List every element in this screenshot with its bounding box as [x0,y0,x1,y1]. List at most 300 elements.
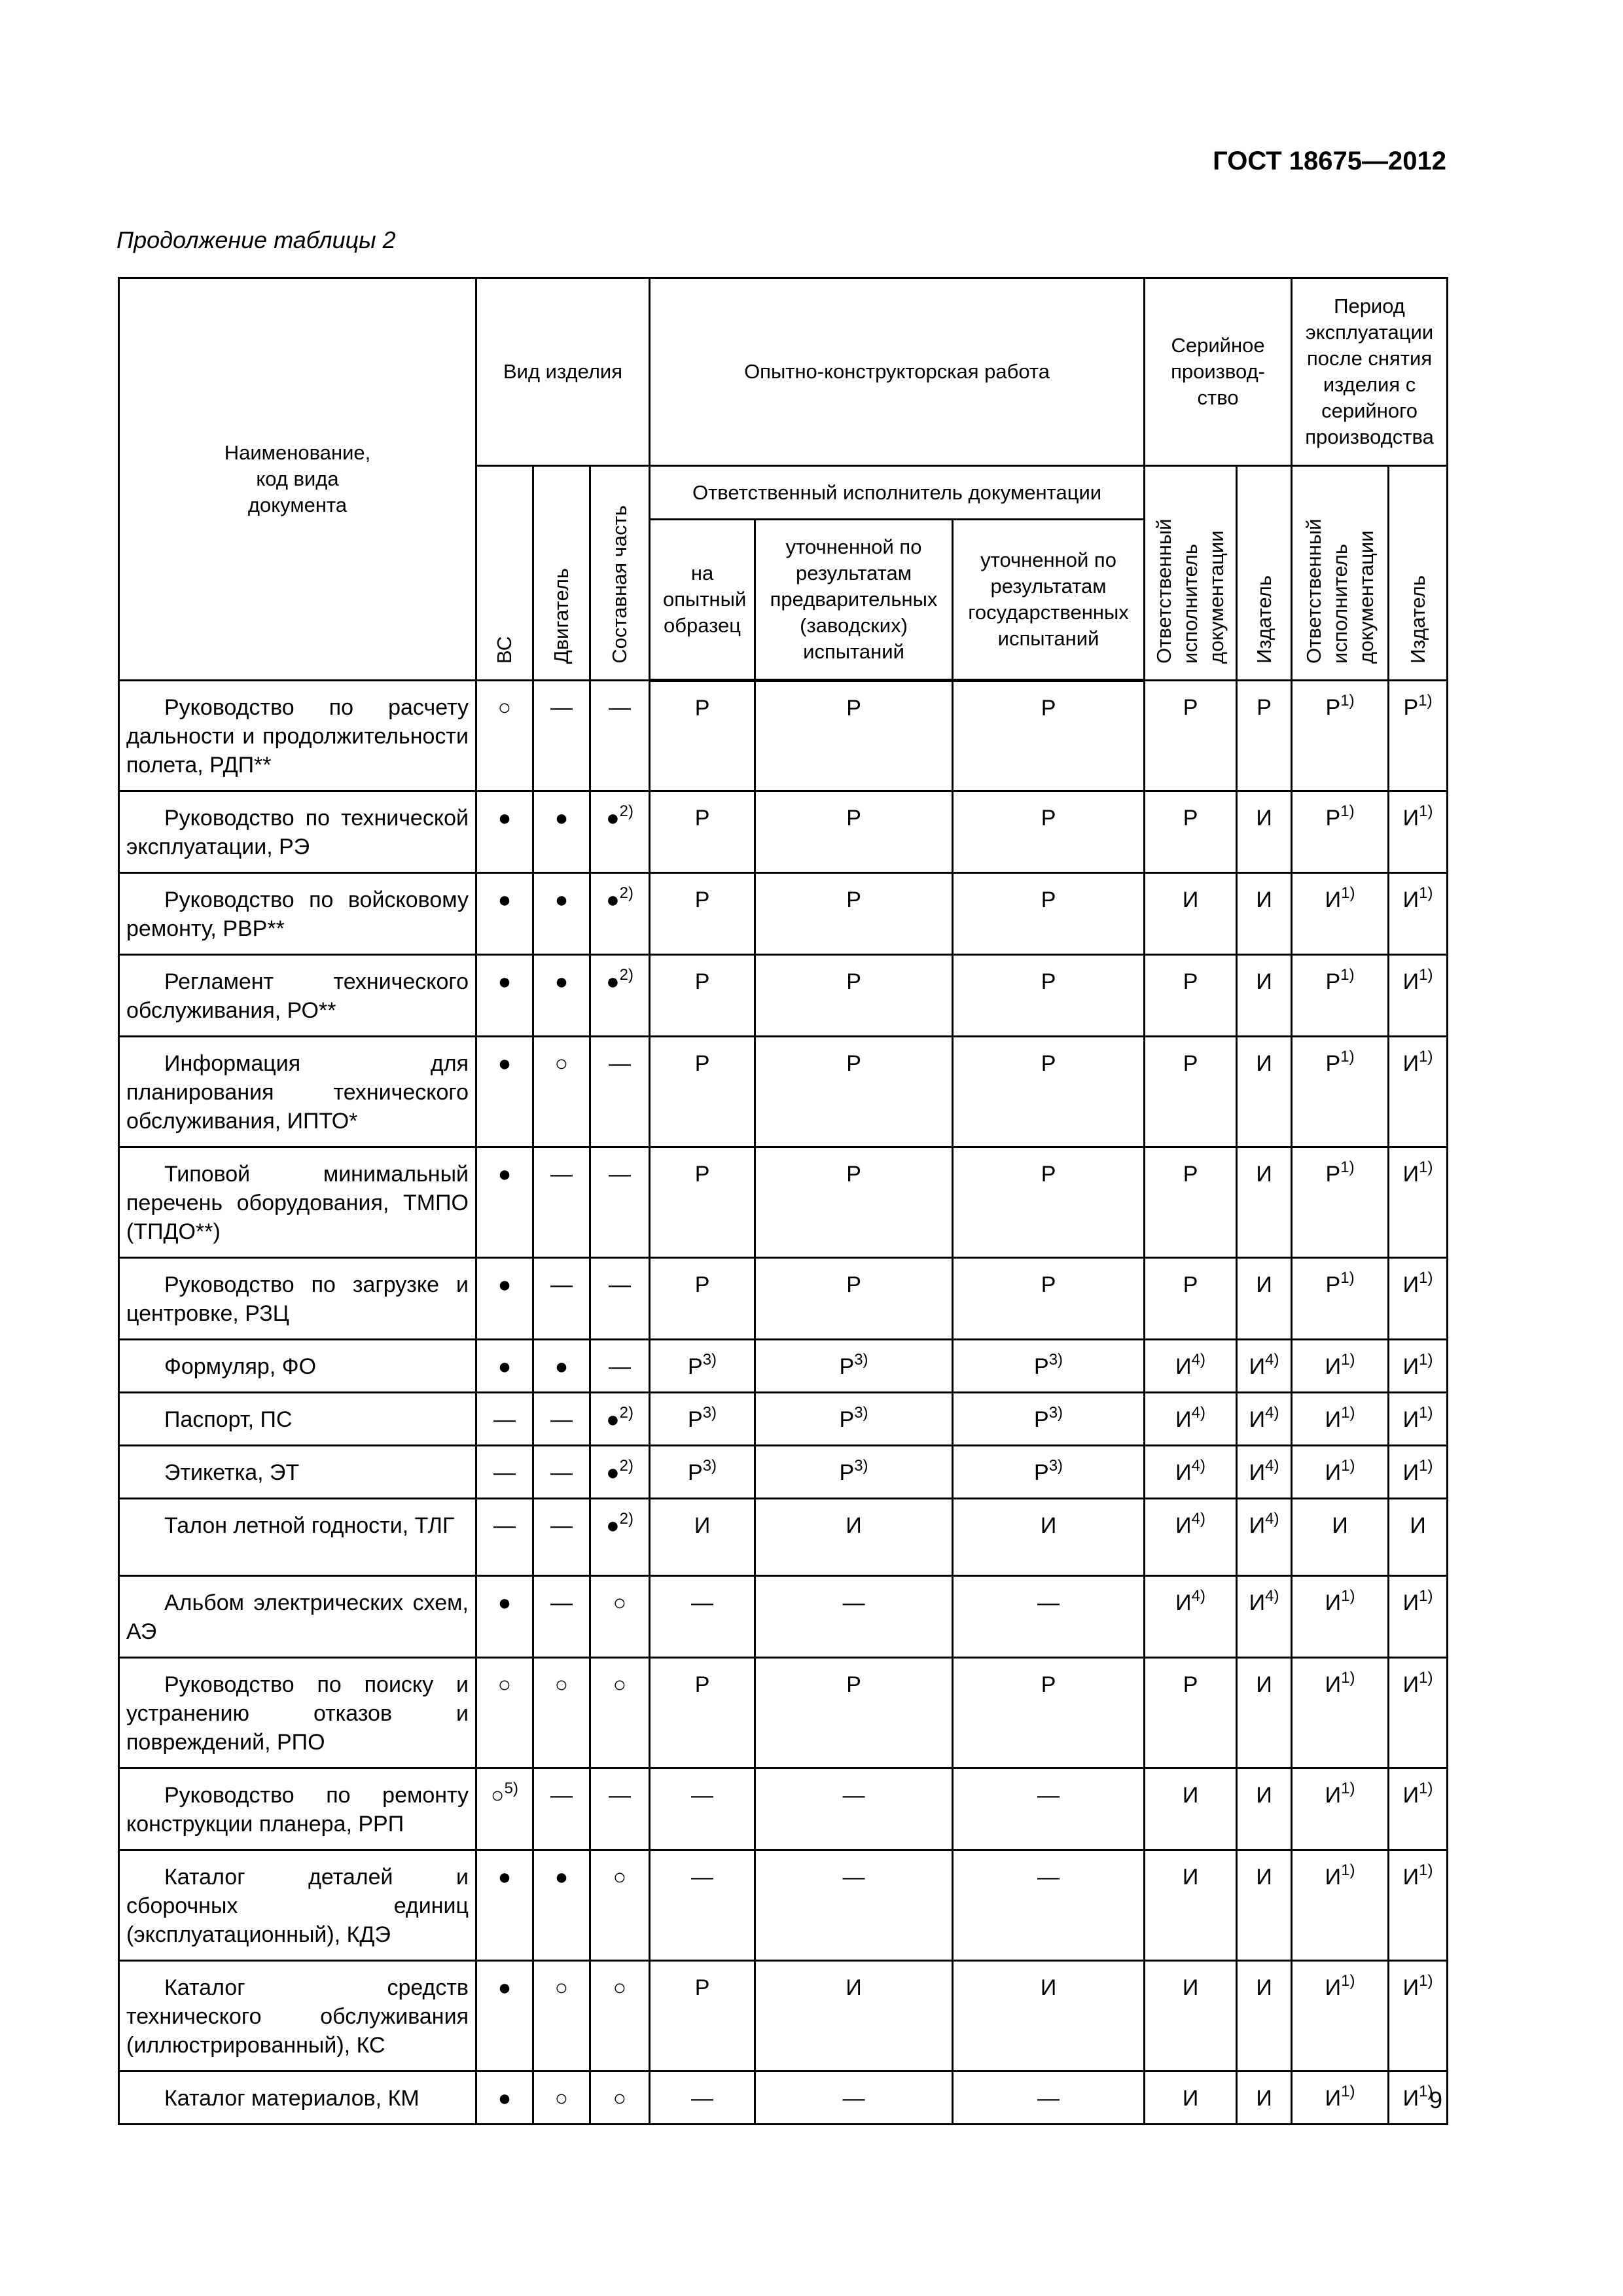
cell-value: И [1040,1975,1057,2000]
footnote-mark: 1) [1341,1972,1355,1990]
cell-value: ● [554,1354,569,1379]
refined-state-cell [953,1258,1145,1340]
prototype-cell [650,2072,755,2125]
cell-value: И [694,1513,711,1538]
document-name-cell [119,1258,476,1340]
cell-value: Р [1041,1672,1056,1697]
cell-value: Р [1325,1162,1341,1187]
cell-value: Р [1183,695,1198,720]
footnote-mark: 3) [702,1351,717,1369]
footnote-mark: 4) [1191,1510,1205,1528]
prototype-cell [650,1961,755,2072]
op-responsible-cell [1292,1768,1389,1850]
serial-responsible-cell [1145,1037,1237,1147]
cell-value: И [1402,1975,1419,2000]
footnote-mark: 4) [1265,1510,1279,1528]
document-name-cell [119,1850,476,1961]
footnote-mark: 4) [1191,1351,1205,1369]
component-cell [590,873,650,955]
document-name-cell [119,2072,476,2125]
prototype-cell [650,791,755,873]
refined-prelim-cell [755,1850,953,1961]
footnote-mark: 3) [1048,1404,1063,1422]
refined-state-cell [953,1340,1145,1393]
cell-value: ● [606,806,620,831]
cell-value: И [1325,2086,1342,2111]
cell-value: Р [1325,1272,1341,1297]
cell-value: Р [1034,1407,1049,1432]
cell-value: И [846,1513,862,1538]
refined-prelim-cell [755,1961,953,2072]
refined-state-cell [953,681,1145,791]
engine-cell [533,1499,590,1576]
document-name-cell [119,681,476,791]
cell-value: ● [554,806,569,831]
cell-value: ● [606,969,620,994]
footnote-mark: 1) [1419,1457,1433,1475]
cell-value: И [1325,1975,1342,2000]
cell-value: Р [846,1672,861,1697]
cell-value: И [1402,1162,1419,1187]
cell-value: — [493,1460,516,1485]
vs-cell [476,1850,533,1961]
cell-value: ○ [497,695,512,720]
table-caption: Продолжение таблицы 2 [116,226,396,253]
footnote-mark: 1) [1419,1404,1433,1422]
table-row [119,955,1448,1037]
cell-value: ● [497,1354,512,1379]
serial-responsible-cell [1145,1340,1237,1393]
document-name: Руководство по ремонту конструкции планера, РРП [126,1783,469,1837]
engine-cell [533,1658,590,1768]
cell-value: И [1256,1865,1272,1890]
cell-value: И [1325,888,1342,912]
refined-prelim-cell [755,1768,953,1850]
footnote-mark: 1) [1418,692,1433,709]
engine-cell [533,1340,590,1393]
vs-cell [476,1499,533,1576]
refined-prelim-cell [755,1576,953,1658]
prototype-cell [650,1037,755,1147]
footnote-mark: 1) [1340,966,1355,984]
footnote-mark: 1) [1340,1269,1355,1287]
footnote-mark: 1) [1419,1269,1433,1287]
op-publisher-cell [1389,1576,1448,1658]
op-responsible-cell [1292,681,1389,791]
engine-cell [533,1961,590,2072]
cell-value: И [1325,1865,1342,1890]
footnote-mark: 2) [619,1510,633,1528]
cell-value: — [493,1407,516,1432]
cell-value: — [1037,1865,1060,1890]
document-name: Руководство по расчету дальности и продолжительности полета, РДП** [126,695,469,778]
header-op-responsible: Ответственный исполнитель документации [1292,466,1389,681]
cell-value: И [1175,1590,1192,1615]
refined-prelim-cell [755,1446,953,1499]
op-publisher-cell [1389,1658,1448,1768]
cell-value: И [1182,1783,1199,1808]
cell-value: Р [1257,695,1272,720]
refined-state-cell [953,2072,1145,2125]
cell-value: И [1256,1272,1272,1297]
cell-value: Р [1034,1460,1049,1485]
footnote-mark: 3) [854,1351,868,1369]
cell-value: И [1325,1672,1342,1697]
cell-value: И [1256,1783,1272,1808]
cell-value: И [1256,1672,1272,1697]
engine-cell [533,791,590,873]
footnote-mark: 1) [1341,1587,1355,1605]
cell-value: И [1249,1354,1266,1379]
cell-value: — [691,1783,714,1808]
component-cell [590,1258,650,1340]
cell-value: Р [688,1354,703,1379]
cell-value: И [1175,1354,1192,1379]
serial-responsible-cell [1145,1961,1237,2072]
cell-value: И [1402,1865,1419,1890]
component-cell [590,1393,650,1446]
cell-value: — [1037,1590,1060,1615]
prototype-cell [650,681,755,791]
document-name-cell [119,1037,476,1147]
footnote-mark: 3) [854,1457,868,1475]
prototype-cell [650,1658,755,1768]
op-responsible-cell [1292,1961,1389,2072]
cell-value: Р [688,1460,703,1485]
footnote-mark: 1) [1419,1780,1433,1797]
cell-value: Р [694,888,710,912]
cell-value: — [842,1783,865,1808]
footnote-mark: 4) [1265,1404,1279,1422]
cell-value: И [1410,1513,1426,1538]
header-serial-production: Серийное производ- ство [1145,278,1292,466]
refined-prelim-cell [755,1147,953,1258]
component-cell [590,1961,650,2072]
op-responsible-cell [1292,1850,1389,1961]
vs-cell [476,1340,533,1393]
header-op-publisher: Издатель [1389,466,1448,681]
cell-value: И [1402,888,1419,912]
refined-state-cell [953,1768,1145,1850]
document-name: Альбом электрических схем, АЭ [126,1590,469,1644]
cell-value: ● [497,806,512,831]
footnote-mark: 1) [1419,1048,1433,1066]
footnote-mark: 2) [619,1404,633,1422]
header-operation-period: Период эксплуатации после снятия изделия с серийного производства [1292,278,1448,466]
cell-value: И [1175,1407,1192,1432]
cell-value: Р [1041,696,1056,721]
engine-cell [533,1768,590,1850]
cell-value: Р [694,1051,710,1076]
cell-value: — [1037,2086,1060,2111]
component-cell [590,681,650,791]
serial-responsible-cell [1145,1768,1237,1850]
op-responsible-cell [1292,1393,1389,1446]
serial-publisher-cell [1237,2072,1292,2125]
op-publisher-cell [1389,1768,1448,1850]
document-name: Руководство по загрузке и центровке, РЗЦ [126,1272,469,1326]
refined-state-cell [953,1037,1145,1147]
footnote-mark: 1) [1341,1404,1355,1422]
cell-value: И [1256,888,1272,912]
header-serial-publisher: Издатель [1237,466,1292,681]
table-row [119,1147,1448,1258]
header-component: Составная часть [590,466,650,681]
serial-publisher-cell [1237,1576,1292,1658]
engine-cell [533,1576,590,1658]
footnote-mark: 2) [619,966,633,984]
cell-value: Р [1403,695,1419,720]
cell-value: — [609,1051,632,1076]
cell-value: И [1325,1783,1342,1808]
op-responsible-cell [1292,1147,1389,1258]
document-name: Талон летной годности, ТЛГ [164,1513,455,1538]
cell-value: Р [1183,969,1198,994]
footnote-mark: 1) [1419,2083,1433,2100]
serial-publisher-cell [1237,1037,1292,1147]
cell-value: Р [846,1272,861,1297]
cell-value: Р [1041,969,1056,994]
serial-publisher-cell [1237,873,1292,955]
cell-value: — [609,1162,632,1187]
serial-responsible-cell [1145,1576,1237,1658]
op-publisher-cell [1389,1147,1448,1258]
cell-value: И [1332,1513,1348,1538]
document-name: Руководство по технической эксплуатации, РЭ [126,806,469,859]
cell-value: ● [497,1051,512,1076]
footnote-mark: 1) [1419,884,1433,902]
document-name-cell [119,1393,476,1446]
cell-value: И [1402,1272,1419,1297]
serial-responsible-cell [1145,873,1237,955]
header-product-type: Вид изделия [476,278,650,466]
engine-cell [533,1850,590,1961]
component-cell [590,1658,650,1768]
cell-value: ○ [554,1975,569,2000]
cell-value: И [1256,806,1272,831]
serial-responsible-cell [1145,2072,1237,2125]
serial-publisher-cell [1237,1446,1292,1499]
footnote-mark: 3) [1048,1457,1063,1475]
refined-prelim-cell [755,681,953,791]
cell-value: И [1402,1354,1419,1379]
refined-prelim-cell [755,873,953,955]
serial-publisher-cell [1237,1393,1292,1446]
vs-cell [476,2072,533,2125]
serial-responsible-cell [1145,1446,1237,1499]
footnote-mark: 1) [1419,802,1433,820]
vs-cell [476,873,533,955]
component-cell [590,1340,650,1393]
prototype-cell [650,1768,755,1850]
document-name: Формуляр, ФО [164,1354,317,1379]
cell-value: И [1402,1590,1419,1615]
table-row [119,1768,1448,1850]
table-row [119,1576,1448,1658]
footnote-mark: 4) [1191,1457,1205,1475]
table-row [119,1850,1448,1961]
cell-value: ● [606,1460,620,1485]
cell-value: ● [497,1162,512,1187]
table-row [119,873,1448,955]
footnote-mark: 1) [1341,1861,1355,1879]
cell-value: ● [606,1407,620,1432]
header-name-column: Наименование, код вида документа [119,278,476,681]
document-name-cell [119,955,476,1037]
footnote-mark: 1) [1341,1351,1355,1369]
refined-state-cell [953,1499,1145,1576]
cell-value: ○ [613,1590,627,1615]
footnote-mark: 1) [1419,1972,1433,1990]
vs-cell [476,1576,533,1658]
cell-value: Р [694,1162,710,1187]
table-row [119,1393,1448,1446]
cell-value: И [1175,1460,1192,1485]
op-publisher-cell [1389,1340,1448,1393]
cell-value: — [609,695,632,720]
cell-value: — [550,1590,573,1615]
prototype-cell [650,1850,755,1961]
cell-value: Р [688,1407,703,1432]
component-cell [590,791,650,873]
document-name: Информация для планирования технического обслуживания, ИПТО* [126,1051,469,1134]
document-name-cell [119,1340,476,1393]
op-responsible-cell [1292,1658,1389,1768]
document-name-cell [119,791,476,873]
serial-publisher-cell [1237,791,1292,873]
cell-value: И [1182,1975,1199,2000]
cell-value: Р [846,1162,861,1187]
cell-value: ● [497,1975,512,2000]
cell-value: Р [839,1354,855,1379]
vs-cell [476,1147,533,1258]
cell-value: Р [846,1051,861,1076]
header-refined-state: уточненной по результатам государственных испытаний [953,520,1145,681]
cell-value: — [842,2086,865,2111]
document-name: Паспорт, ПС [164,1407,293,1432]
table-row [119,1446,1448,1499]
cell-value: — [691,1590,714,1615]
op-responsible-cell [1292,873,1389,955]
engine-cell [533,1446,590,1499]
cell-value: — [550,1272,573,1297]
component-cell [590,1768,650,1850]
serial-publisher-cell [1237,955,1292,1037]
document-name-cell [119,1147,476,1258]
refined-state-cell [953,1147,1145,1258]
refined-state-cell [953,955,1145,1037]
serial-responsible-cell [1145,1258,1237,1340]
op-responsible-cell [1292,791,1389,873]
prototype-cell [650,1393,755,1446]
serial-publisher-cell [1237,1258,1292,1340]
prototype-cell [650,873,755,955]
cell-value: И [1402,969,1419,994]
serial-responsible-cell [1145,1147,1237,1258]
component-cell [590,1147,650,1258]
footnote-mark: 1) [1341,1669,1355,1687]
document-name: Типовой минимальный перечень оборудования, ТМПО (ТПДО**) [126,1162,469,1244]
cell-value: Р [1325,806,1341,831]
cell-value: ● [497,2086,512,2111]
header-responsible-docs: Ответственный исполнитель документации [650,466,1145,520]
serial-publisher-cell [1237,1340,1292,1393]
cell-value: ○ [497,1672,512,1697]
serial-responsible-cell [1145,1393,1237,1446]
cell-value: Р [694,1975,710,2000]
engine-cell [533,955,590,1037]
header-vs: ВС [476,466,533,681]
document-name-cell [119,1658,476,1768]
cell-value: ● [554,1865,569,1890]
footnote-mark: 1) [1340,692,1355,709]
cell-value: Р [694,1672,710,1697]
serial-publisher-cell [1237,1768,1292,1850]
component-cell [590,2072,650,2125]
prototype-cell [650,955,755,1037]
table-row [119,1258,1448,1340]
refined-state-cell [953,1850,1145,1961]
cell-value: Р [1041,1162,1056,1187]
vs-cell [476,955,533,1037]
vs-cell [476,791,533,873]
op-responsible-cell [1292,1446,1389,1499]
cell-value: Р [1041,1272,1056,1297]
serial-responsible-cell [1145,1499,1237,1576]
cell-value: ● [606,888,620,912]
cell-value: И [1325,1460,1342,1485]
cell-value: И [1402,1407,1419,1432]
vs-cell [476,1961,533,2072]
op-publisher-cell [1389,1037,1448,1147]
refined-state-cell [953,1393,1145,1446]
refined-prelim-cell [755,791,953,873]
footnote-mark: 2) [619,884,633,902]
footnote-mark: 1) [1340,1158,1355,1176]
op-responsible-cell [1292,1258,1389,1340]
op-publisher-cell [1389,681,1448,791]
cell-value: — [691,2086,714,2111]
cell-value: И [1256,1162,1272,1187]
table-row [119,1037,1448,1147]
prototype-cell [650,1147,755,1258]
refined-prelim-cell [755,1037,953,1147]
component-cell [590,1850,650,1961]
component-cell [590,1499,650,1576]
cell-value: — [550,1460,573,1485]
cell-value: — [609,1272,632,1297]
refined-prelim-cell [755,1258,953,1340]
op-publisher-cell [1389,1446,1448,1499]
op-publisher-cell [1389,1850,1448,1961]
cell-value: Р [839,1460,855,1485]
header-serial-responsible: Ответственный исполнитель документации [1145,466,1237,681]
vs-cell [476,1446,533,1499]
cell-value: ○ [554,1051,569,1076]
cell-value: — [842,1590,865,1615]
document-name-cell [119,873,476,955]
op-responsible-cell [1292,1340,1389,1393]
cell-value: Р [1325,969,1341,994]
serial-publisher-cell [1237,1499,1292,1576]
engine-cell [533,1037,590,1147]
cell-value: ● [497,1865,512,1890]
document-table [118,277,1448,2125]
op-publisher-cell [1389,1258,1448,1340]
op-publisher-cell [1389,873,1448,955]
serial-responsible-cell [1145,955,1237,1037]
serial-publisher-cell [1237,1961,1292,2072]
